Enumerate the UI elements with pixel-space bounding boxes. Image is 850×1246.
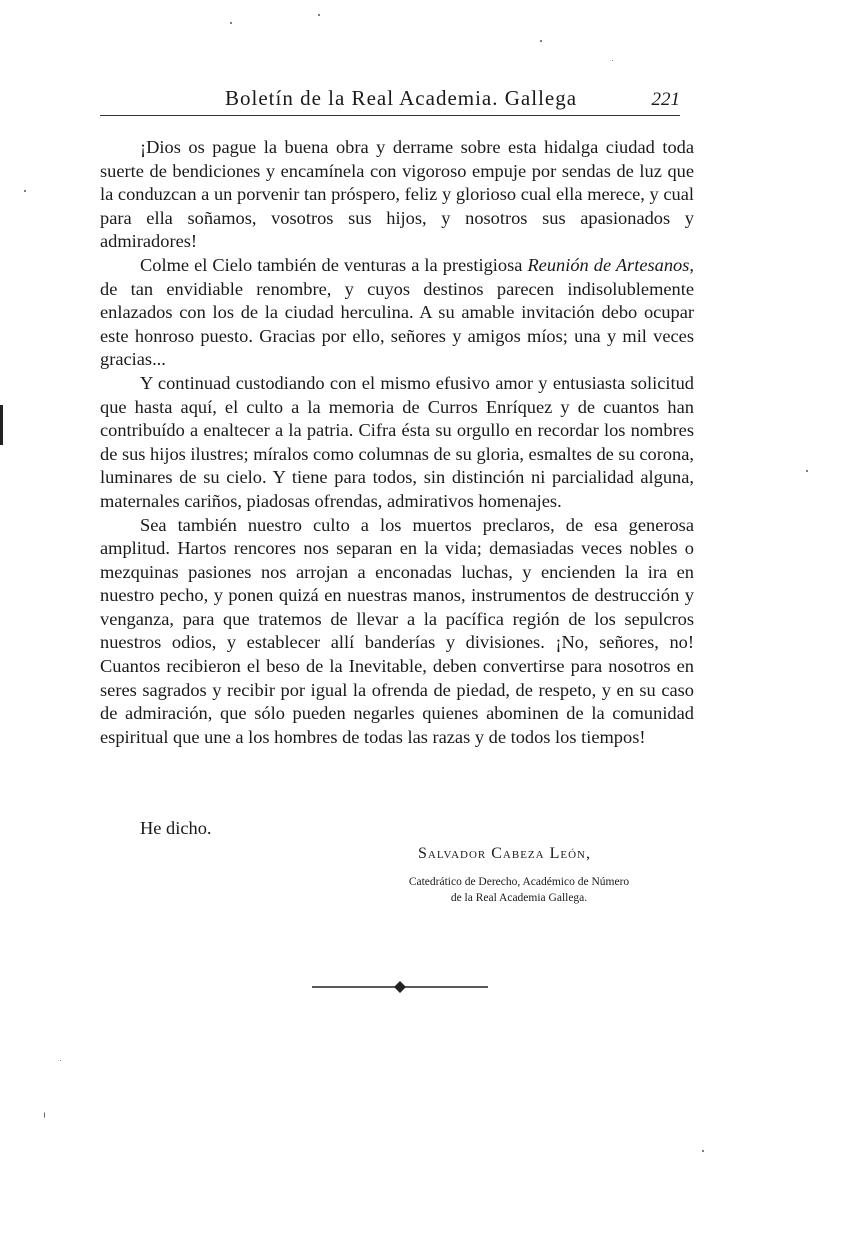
italic-reference: Reunión de Artesanos (527, 254, 690, 275)
author-credentials (384, 874, 654, 906)
journal-title: Boletín de la Real Academia. Gallega (225, 86, 578, 110)
header-rule (100, 115, 680, 116)
author-name: Salvador Cabeza León, (418, 845, 591, 862)
closing-line: He dicho. (140, 818, 212, 838)
paragraph-4: Sea también nuestro culto a los muertos preclaros, de esa generosa amplitud. Hartos rencores nos separan en la vida; demasiadas veces nobles o mezquinas pasiones nos arrojan a enconadas luchas, y encienden la ira en nuestro pecho, y ponen quizá en nuestras manos, instrumentos de destrucción y venganza, para que tratemos de llevar a la pacífica región de los sepulcros nuestros odios, y establecer allí banderías y divisiones. ¡No, señores, no! Cuantos recibieron el beso de la Inevitable, deben convertirse para nosotros en seres sagrados y recibir por igual la ofrenda de piedad, de respeto, y en su caso de admiración, que sólo pueden negarles quienes abominen de la comunidad espiritual que une a los hombres de todas las razas y de todos los tiempos! (100, 514, 694, 747)
body-text (100, 136, 694, 749)
paragraph-1: ¡Dios os pague la buena obra y derrame sobre esta hidalga ciudad toda suerte de bendiciones y encamínela con vigoroso empuje por sendas de luz que la conduzcan a un porvenir tan próspero, feliz y glorioso cual ella merece, y cual para ella soñamos, vosotros sus hijos, y nosotros sus apasionados y admiradores! (100, 137, 694, 252)
page-number: 221 (651, 89, 680, 110)
credentials-line-1: Catedrático de Derecho, Académico de Número (408, 876, 630, 888)
paragraph-3: Y continuad custodiando con el mismo efusivo amor y entusiasta solicitud que hasta aquí, el culto a la memoria de Curros Enríquez y de cuantos han contribuído a enaltecer a la patria. Cifra ésta su orgullo en recordar los nombres de sus hijos ilustres; míralos como columnas de su gloria, esmaltes de su corona, luminares de su cielo. Y tiene para todos, sin distinción ni parcialidad alguna, maternales cariños, piadosas ofrendas, admirativos homenajes. (100, 372, 695, 511)
ornament-divider-icon (312, 978, 488, 996)
paragraph-2: Colme el Cielo también de venturas a la prestigiosa Reunión de Artesanos, de tan envidiable renombre, y cuyos destinos parecen indisolublemente enlazados con los de la ciudad herculina. A su amable invitación debo ocupar este honroso puesto. Gracias por ello, señores y amigos míos; una y mil veces gracias... (100, 254, 694, 370)
running-header (100, 86, 680, 116)
credentials-line-2: de la Real Academia Gallega. (450, 892, 588, 904)
